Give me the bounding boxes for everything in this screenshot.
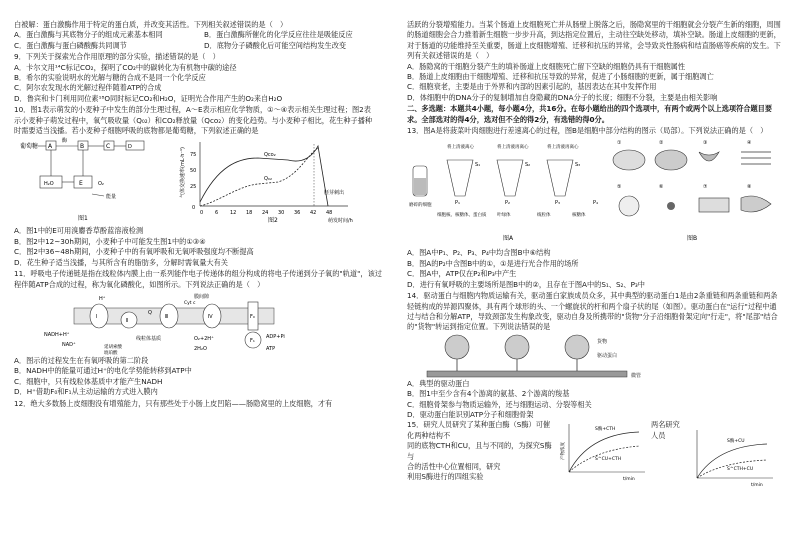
q15-line-4: 利用S酶进行的四组实验 — [407, 472, 484, 482]
fig1-h2o-label: H₂O — [44, 181, 54, 188]
motor-microtubule-label: 微管 — [631, 372, 642, 379]
q12-option-d: D．体细胞中的DNA分子的复制增加自身隐藏的DNA分子的长度；细胞不分裂，主要是由相关影响 — [407, 92, 718, 102]
etc-f1-label: F₁ — [250, 337, 255, 344]
etc-complex-4: Ⅳ — [208, 313, 213, 320]
q15-left-ylabel: 产物浓度 — [561, 442, 566, 461]
fig-b-item-6: ⑥ — [659, 184, 664, 191]
fig-b-item-1: ① — [617, 140, 622, 147]
q9-option-b: B．希尔的实验说明水的光解与糖的合成不是同一个化学反应 — [14, 73, 206, 83]
fig2-xticks — [200, 210, 332, 216]
q11-option-d: D．H⁺借助F₀和F₁从主动运输的方式进入膜内 — [14, 387, 158, 397]
motor-protein-figure — [417, 333, 647, 379]
motor-kinesin-label: 驱动蛋白 — [597, 352, 618, 359]
fig1-label-e: E — [79, 180, 83, 188]
fig1-label-c: C — [106, 143, 111, 151]
figure-1-metabolism — [18, 136, 168, 226]
q10-option-c: C．图2中36~48h期间，小麦种子中的有氧呼吸和无氧呼吸强度均不断提高 — [14, 247, 254, 257]
fig-a-tube-p4: P₄ — [593, 200, 599, 207]
question-12-continued: 活跃的分裂增殖能力。当某个肠道上皮细胞死亡并从肠壁上脱落之后，肠隐窝里的干细胞就会分裂产生新的细胞，周围的肠道细胞会合力推着新生细胞一步步升高，到达指定位置后，主动往空缺处移动，填补空缺。肠道上皮细胞的更新，对于肠道的功能维持至关重要，肠道上皮细胞增殖、迁移和抗压的异常，会导致炎性肠病和结直肠癌等疾病的发生。下列有关叙述错误的是（ ） — [407, 20, 781, 61]
question-10: 10．图1表示萌发的小麦种子中发生的部分生理过程，A～E表示相应化学物质，①～④表示相关生理过程；图2表示小麦种子萌发过程中，氧气吸收量（Q₀₂）和CO₂释放量（Qco₂）的变化趋势。与小麦种子相比，花生种子播种时需要适当浅播。若小麦种子细胞呼吸的底物都是葡萄糖，下列叙述正确的是 — [14, 105, 373, 136]
fig2-xtick: 42 — [310, 210, 317, 217]
etc-adp-label: ADP+Pi — [266, 333, 285, 340]
motor-cargo-label: 货物 — [597, 338, 608, 345]
electron-transport-chain-figure — [44, 290, 294, 356]
etc-q-label: Q — [148, 309, 152, 316]
fig-a-caption: 图A — [503, 235, 514, 243]
q11-option-b: B．NADH中的能量可通过H⁺的电化学势能转移到ATP中 — [14, 366, 192, 376]
q15-right-xlabel: t/min — [751, 483, 763, 489]
q15-line-2: 同的底物CTH和CU，且与不同的，为探究S酶与 — [407, 441, 552, 461]
fig-b-caption: 图B — [687, 235, 698, 243]
q13-option-b: B．图A的P₂中含图B中的①，①是进行光合作用的场所 — [407, 258, 579, 268]
fig1-label-d: D — [128, 144, 132, 151]
q15-left-xlabel: t/min — [623, 477, 635, 483]
q12-option-c: C．细胞衰老，主要是由于外界和内部的因素引起的，基因表达在其中发挥作用 — [407, 82, 657, 92]
fig1-label-a: A — [48, 143, 53, 151]
etc-complex-1: Ⅰ — [96, 313, 98, 320]
q14-figure — [407, 333, 781, 379]
figure-2-chart — [178, 136, 378, 226]
q13-option-c: C．图A中，ATP仅在P₂和P₃中产生 — [407, 269, 517, 279]
etc-nadh-label: NADH+H⁺ — [44, 331, 70, 338]
q13-option-d: D．进行有氧呼吸的主要场所是图B中的②，且存在于图A中的S₁、S₂、P₃中 — [407, 279, 645, 289]
fig-a-step-3: 将上清液再离心 — [547, 145, 579, 151]
fig-b-item-8: ⑧ — [747, 184, 752, 191]
fig2-xtick: 0 — [200, 210, 204, 217]
fig2-xtick: 12 — [230, 210, 237, 217]
fig1-glucose-label: 葡萄糖 — [20, 143, 39, 151]
etc-nad-label: NAD⁺ — [62, 341, 76, 348]
right-column — [407, 20, 781, 490]
q10-option-a: A．图1中的E可用溴麝香草酚蓝溶液检测 — [14, 226, 144, 236]
etc-h-label: H⁺ — [99, 295, 106, 302]
q15-right-curve-label-1: S酶+CU — [727, 439, 745, 445]
fig-a-s3: S₃ — [575, 162, 581, 169]
q13-figures — [407, 136, 781, 248]
etc-f0-label: F₀ — [250, 313, 255, 320]
etc-cytc-label: Cyt c — [184, 300, 196, 306]
etc-complex-2: Ⅱ — [126, 317, 129, 324]
fig1-o2-label: O₂ — [98, 181, 104, 188]
left-column — [14, 20, 388, 409]
fig1-enzyme-label: 酶 — [62, 138, 68, 145]
intro-options — [14, 30, 388, 51]
q14-option-d: D．驱动蛋白能识别ATP分子和细胞骨架 — [407, 409, 534, 419]
fig2-xlabel: 萌发时间/h — [328, 218, 353, 225]
section-2-heading: 二、多选题：本题共4小题，每小题4分，共16分。在每小题给出的四个选项中，有两个或两个以上选项符合题目要求。全部选对的得4分，选对但不全的得2分，有选错的得0分。 — [407, 104, 773, 124]
fig1-energy-label: 能量 — [106, 194, 117, 201]
q11-option-c: C．细胞中，只有线粒体基质中才能产生NADH — [14, 376, 163, 386]
q15-right-curve-label-2: S^CTH+CU — [727, 467, 754, 473]
fig-a-step-2: 将上清液再离心 — [497, 145, 529, 151]
q15-left-curve-1 — [569, 432, 639, 472]
q10-figures — [14, 136, 388, 226]
intro-option-d: D．底物分子磷酸化后可能空间结构发生改变 — [204, 40, 347, 50]
intro-option-a: A．蛋白激酶与其底物分子的组成元素基本相同 — [14, 30, 163, 40]
figure-b-organelles — [611, 136, 781, 248]
question-13: 13．图A是将菠菜叶肉细胞进行差速离心的过程，图B是细胞中部分结构的图示（局部）。下列说法正确的是（ ） — [407, 126, 768, 136]
fig2-annotation: 胚芽刺出 — [324, 190, 345, 197]
fig-a-label-5: 核糖体 — [572, 213, 586, 219]
etc-intermembrane-label: 膜间隙 — [194, 293, 210, 300]
q13-option-a: A．图A中P₁、P₂、P₃、P₄中均含图B中⑥结构 — [407, 248, 551, 258]
fig-b-item-7: ⑦ — [703, 184, 708, 191]
q14-option-c: C．细胞骨架参与物质运输外，还与细胞运动、分裂等相关 — [407, 399, 592, 409]
q9-option-d: D．鲁宾和卡门利用同位素¹⁸O同时标记CO₂和H₂O，证明光合作用产生的O₂来自H₂O — [14, 93, 283, 103]
fig-a-tube-p1: P₁ — [455, 200, 461, 207]
question-14: 14．驱动蛋白与细胞内物质运输有关，驱动蛋白家族成员众多，其中典型的驱动蛋白1是由2条重链和两条重链和两条轻链构成的异源四聚体，具有两个球形的头、一个螺旋状的杆和两个扇子状的尾（如图）。驱动蛋白在"运行"过程中通过与结合和分解ATP，导致颈部发生构象改变，驱动自身及所携带的"货物"分子沿细胞骨架定向"行走"，将"尾部"结合的"货物"转运到指定位置。下列说法错误的是 — [407, 291, 778, 332]
q10-option-b: B．图2中12~30h期间，小麦种子中可能发生图1中的①③④ — [14, 236, 206, 246]
etc-oxygen-label: O₂+2H⁺ — [194, 335, 214, 342]
question-12: 12．绝大多数肠上皮细胞没有增殖能力，只有那些处于小肠上皮凹陷——肠隐窝里的上皮细胞，才有 — [14, 398, 333, 408]
fig-b-item-2: ② — [659, 140, 664, 147]
intro-text: 白被解：蛋白激酶作用于特定的蛋白质，并改变其活性。下列相关叙述错误的是（ ） — [14, 20, 288, 29]
etc-succinate-label: 琥珀酸 — [104, 350, 118, 356]
fig1-caption: 图1 — [78, 215, 88, 223]
q10-option-d: D．花生种子适当浅播，与其所含有的脂肪多，分解时需氧量大有关 — [14, 257, 228, 267]
question-9: 9．下列关于探索光合作用原理的部分实验，描述错误的是（ ） — [14, 52, 220, 62]
q14-option-b: B．图1中至少含有4个游离的氨基、2个游离的羧基 — [407, 389, 570, 399]
fig-a-label-4: 线粒体 — [537, 213, 551, 219]
q15-chart-right — [687, 426, 777, 488]
etc-fumarate-label: 延胡索酸 — [104, 344, 122, 350]
etc-atp-label: ATP — [266, 345, 276, 352]
q15-line-3: 合的活性中心位置相同，研究 — [407, 461, 501, 471]
question-15-block — [407, 420, 781, 490]
fig-b-item-4: ④ — [747, 140, 752, 147]
q15-left-curve-label-2: S^CU+CTH — [595, 457, 622, 463]
etc-matrix-label: 线粒体基质 — [136, 335, 162, 342]
q15-side-text: 两名研究人员 — [651, 420, 680, 440]
q9-option-c: C．阿尔农发现水的光解过程伴随着ATP的合成 — [14, 83, 162, 93]
fig2-ytick-50: 50 — [190, 168, 197, 175]
fig-b-item-3: ③ — [703, 140, 708, 147]
fig-a-s1: S₁ — [475, 162, 481, 169]
fig-a-step-1: 将上清液离心 — [447, 145, 474, 151]
fig2-xtick: 36 — [294, 210, 301, 217]
fig2-ytick-25: 25 — [190, 184, 197, 191]
fig2-q-o2: Q₀₂ — [264, 176, 272, 183]
fig2-ylabel: 气体交换速率(mL·h⁻¹) — [180, 147, 186, 199]
fig2-caption: 图2 — [268, 217, 278, 225]
q11-option-a: A．图示的过程发生在有氧呼吸的第二阶段 — [14, 355, 149, 365]
figure-a-centrifugation — [407, 136, 607, 248]
fig2-q-co2: Qco₂ — [264, 152, 276, 159]
fig2-xtick: 30 — [278, 210, 285, 217]
question-11: 11．呼吸电子传递链是指在线粒体内膜上由一系列能作电子传递体的组分构成的将电子传递到分子氧的"轨道"，该过程伴随ATP合成的过程，称为氧化磷酸化，如图所示。下列说法正确的是（ ） — [14, 269, 382, 289]
fig-a-label-1: 磨碎的细胞 — [409, 203, 432, 209]
q14-option-a: A．典型的驱动蛋白 — [407, 378, 470, 388]
fig-a-s2: S₂ — [525, 162, 531, 169]
q12-option-b: B．肠道上皮细胞由干细胞增殖、迁移和抗压导致的异常，促进了小肠细胞的更新，属于细胞凋亡 — [407, 72, 714, 82]
q15-line-1: 15．研究人员研究了某种蛋白酶（S酶）可催化两种结构不 — [407, 420, 551, 440]
fig-a-label-2: 细胞核、核糖体、蛋白质 — [437, 213, 487, 219]
question-15-text — [407, 420, 557, 482]
fig2-ytick-75: 75 — [190, 152, 197, 159]
fig-b-item-5: ⑤ — [617, 184, 622, 191]
intro-option-b: B．蛋白激酶所催化的化学反应往往是吸能反应 — [204, 30, 353, 40]
q9-option-a: A．卡尔文用¹⁴C标记CO₂，探明了CO₂中的碳转化为有机物中碳的途径 — [14, 62, 237, 72]
q15-right-curve-1 — [697, 444, 767, 478]
etc-complex-3: Ⅲ — [165, 313, 169, 320]
intro-option-c: C．蛋白激酶与蛋白磷酸酶共同调节 — [14, 40, 127, 50]
q15-chart-left — [559, 420, 649, 482]
fig-a-label-3: 叶绿体 — [497, 213, 511, 219]
q12-option-a: A．肠隐窝的干细胞分裂产生的填补肠道上皮细胞死亡留下空缺的细胞仍具有干细胞属性 — [407, 61, 686, 71]
fig2-xtick: 6 — [215, 210, 219, 217]
fig1-label-b: B — [80, 143, 85, 151]
fig-a-tube-p2: P₂ — [505, 200, 511, 207]
fig2-xtick: 18 — [246, 210, 253, 217]
fig2-xtick: 48 — [326, 210, 333, 217]
q15-left-curve-label-1: S酶+CTH — [595, 427, 616, 433]
fig-a-tube-p3: P₃ — [555, 200, 561, 207]
fig2-o2-curve — [200, 148, 318, 206]
fig2-ytick-0: 0 — [192, 205, 196, 212]
etc-water-label: 2H₂O — [194, 345, 207, 352]
q11-figure — [14, 290, 388, 356]
fig2-xtick: 24 — [262, 210, 269, 217]
